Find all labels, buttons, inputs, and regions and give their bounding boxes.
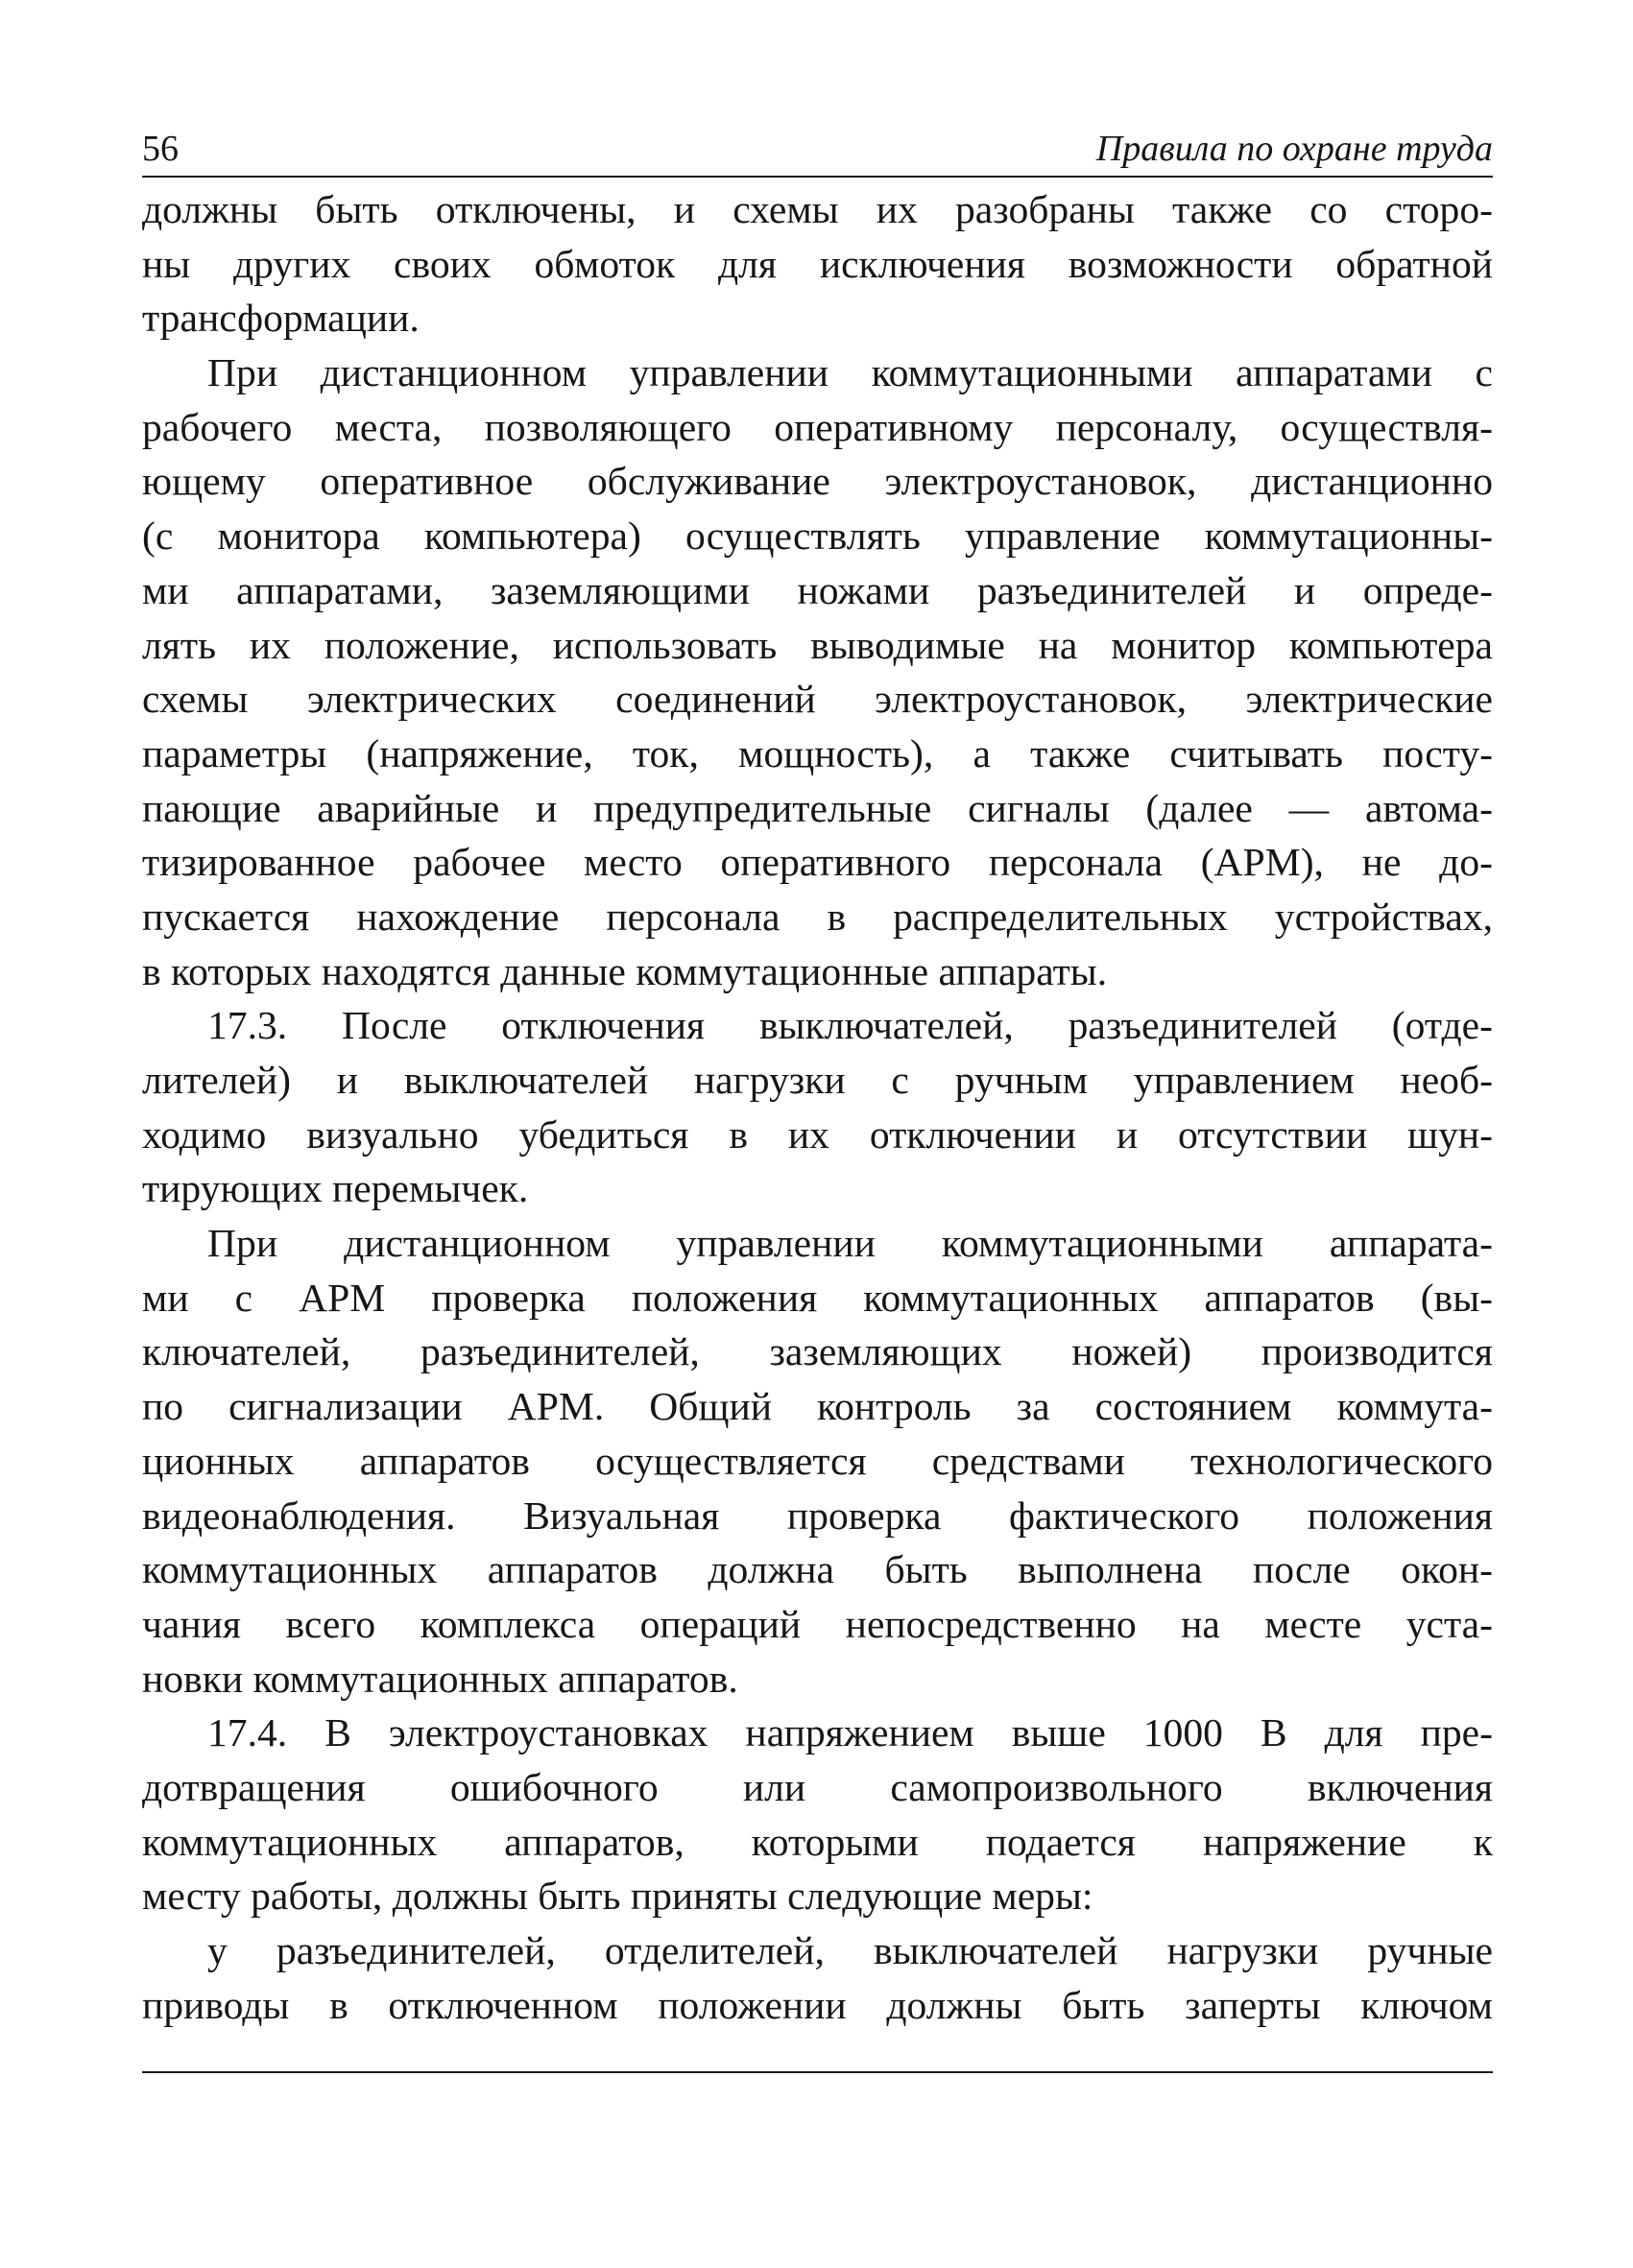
text-line: ющему оперативное обслуживание электроустановок, дистанционно	[142, 459, 1493, 504]
text-line: пускается нахождение персонала в распределительных устройствах,	[142, 894, 1493, 939]
text-line: 17.3. После отключения выключателей, разъединителей (отде-	[207, 1003, 1493, 1048]
text-line: (с монитора компьютера) осуществлять управление коммутационны-	[142, 513, 1493, 559]
text-line: в которых находятся данные коммутационные аппараты.	[142, 948, 1108, 993]
text-line: ционных аппаратов осуществляется средствами технологического	[142, 1438, 1493, 1483]
text-line: дотвращения ошибочного или самопроизвольного включения	[142, 1764, 1493, 1809]
footer-rule	[142, 2071, 1493, 2073]
text-line: коммутационных аппаратов, которыми подается напряжение к	[142, 1819, 1493, 1864]
text-line: по сигнализации АРМ. Общий контроль за состоянием коммута-	[142, 1384, 1493, 1429]
text-line: 17.4. В электроустановках напряжением выше 1000 В для пре-	[207, 1710, 1493, 1755]
text-line: месту работы, должны быть приняты следующие меры:	[142, 1874, 1093, 1919]
text-line: коммутационных аппаратов должна быть выполнена после окон-	[142, 1547, 1493, 1592]
text-line: ходимо визуально убедиться в их отключении и отсутствии шун-	[142, 1111, 1493, 1157]
text-line: ми аппаратами, заземляющими ножами разъединителей и опреде-	[142, 567, 1493, 612]
text-line: схемы электрических соединений электроустановок, электрические	[142, 677, 1493, 722]
page-number: 56	[142, 129, 179, 169]
text-line: лять их положение, использовать выводимые на монитор компьютера	[142, 622, 1493, 667]
text-line: тирующих перемычек.	[142, 1166, 529, 1211]
text-line: пающие аварийные и предупредительные сигналы (далее — автома-	[142, 785, 1493, 830]
text-line: трансформации.	[142, 296, 420, 341]
text-line: у разъединителей, отделителей, выключателей нагрузки ручные	[207, 1928, 1493, 1972]
text-line: чания всего комплекса операций непосредственно на месте уста-	[142, 1601, 1493, 1646]
running-title: Правила по охране труда	[1095, 129, 1493, 169]
text-line: должны быть отключены, и схемы их разобраны также со сторо-	[142, 187, 1493, 231]
text-line: лителей) и выключателей нагрузки с ручным управлением необ-	[142, 1058, 1493, 1102]
text-line: параметры (напряжение, ток, мощность), а также считывать посту-	[142, 730, 1493, 776]
text-line: При дистанционном управлении коммутационными аппарата-	[207, 1221, 1493, 1266]
header-rule	[142, 176, 1493, 178]
text-line: приводы в отключенном положении должны быть заперты ключом	[142, 1982, 1493, 2027]
running-header	[142, 123, 1493, 175]
text-line: тизированное рабочее место оперативного персонала (АРМ), не до-	[142, 840, 1493, 885]
text-line: При дистанционном управлении коммутационными аппаратами с	[207, 350, 1493, 395]
text-line: ключателей, разъединителей, заземляющих ножей) производится	[142, 1329, 1493, 1374]
text-line: ны других своих обмоток для исключения возможности обратной	[142, 241, 1493, 286]
text-line: ми с АРМ проверка положения коммутационных аппаратов (вы-	[142, 1275, 1493, 1320]
text-line: новки коммутационных аппаратов.	[142, 1656, 738, 1701]
text-line: рабочего места, позволяющего оперативному персоналу, осуществля-	[142, 404, 1493, 449]
text-line: видеонаблюдения. Визуальная проверка фактического положения	[142, 1492, 1493, 1538]
body-text	[142, 182, 1493, 2032]
